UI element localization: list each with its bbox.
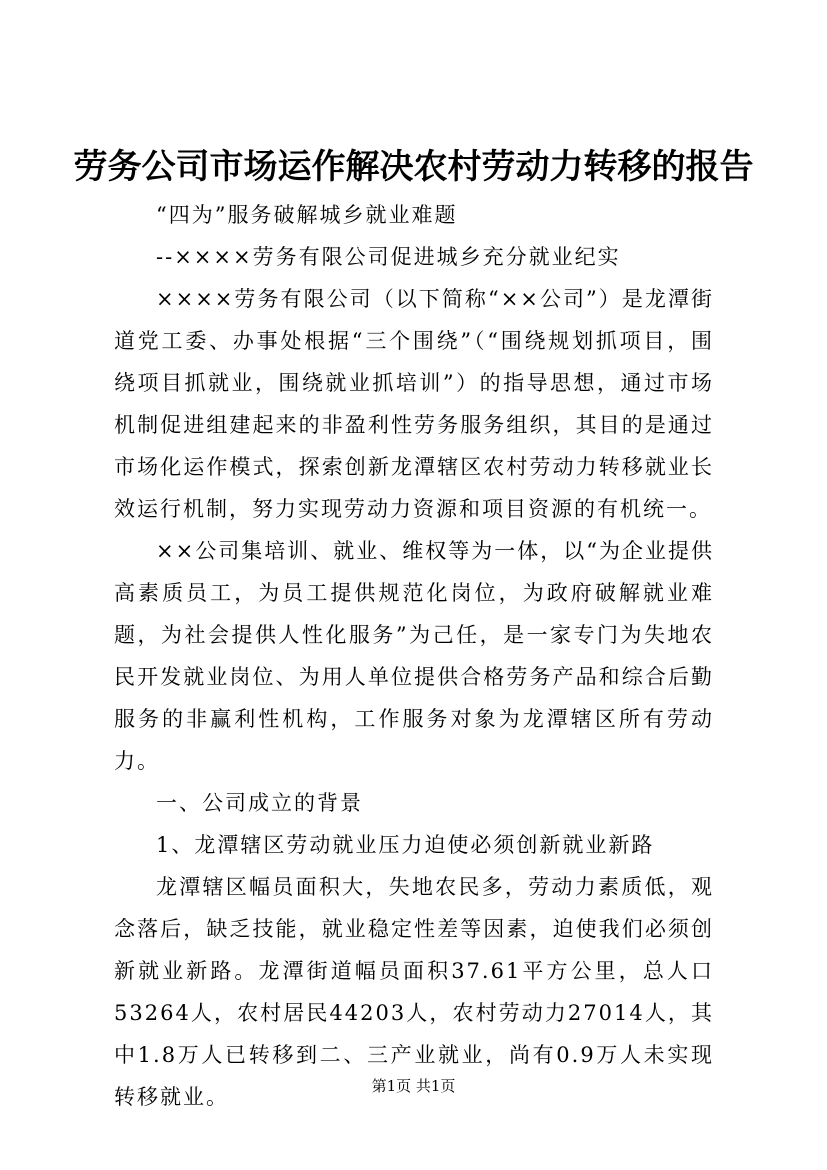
body-paragraph: ××公司集培训、就业、维权等为一体，以“为企业提供高素质员工，为员工提供规范化岗位，为政府破解就业难题，为社会提供人性化服务”为己任，是一家专门为失地农民开发就业岗位、为用人单位提供合格劳务产品和综合后勤服务的非赢利性机构，工作服务对象为龙潭辖区所有劳动力。 bbox=[114, 539, 714, 773]
page-footer: 第1页 共1页 bbox=[371, 1077, 456, 1095]
subheading-paragraph: --××××劳务有限公司促进城乡充分就业纪实 bbox=[156, 245, 621, 269]
subsection-heading: 1、龙潭辖区劳动就业压力迫使必须创新就业新路 bbox=[156, 833, 655, 857]
document-title: 劳务公司市场运作解决农村劳动力转移的报告 bbox=[73, 147, 754, 187]
body-paragraph: 龙潭辖区幅员面积大，失地农民多，劳动力素质低，观念落后，缺乏技能，就业稳定性差等因素，迫使我们必须创新就业新路。龙潭街道幅员面积37.61平方公里，总人口53264人，农村居民44203人，农村劳动力27014人，其中1.8万人已转移到二、三产业就业，尚有0.9万人未实现转移就业。 bbox=[114, 875, 714, 1109]
subtitle-paragraph: “四为”服务破解城乡就业难题 bbox=[156, 203, 458, 227]
document-body bbox=[114, 194, 714, 1118]
body-paragraph: ××××劳务有限公司（以下简称“××公司”）是龙潭街道党工委、办事处根据“三个围绕”（“围绕规划抓项目，围绕项目抓就业，围绕就业抓培训”）的指导思想，通过市场机制促进组建起来的非盈利性劳务服务组织，其目的是通过市场化运作模式，探索创新龙潭辖区农村劳动力转移就业长效运行机制，努力实现劳动力资源和项目资源的有机统一。 bbox=[114, 287, 714, 521]
section-heading: 一、公司成立的背景 bbox=[156, 791, 363, 815]
